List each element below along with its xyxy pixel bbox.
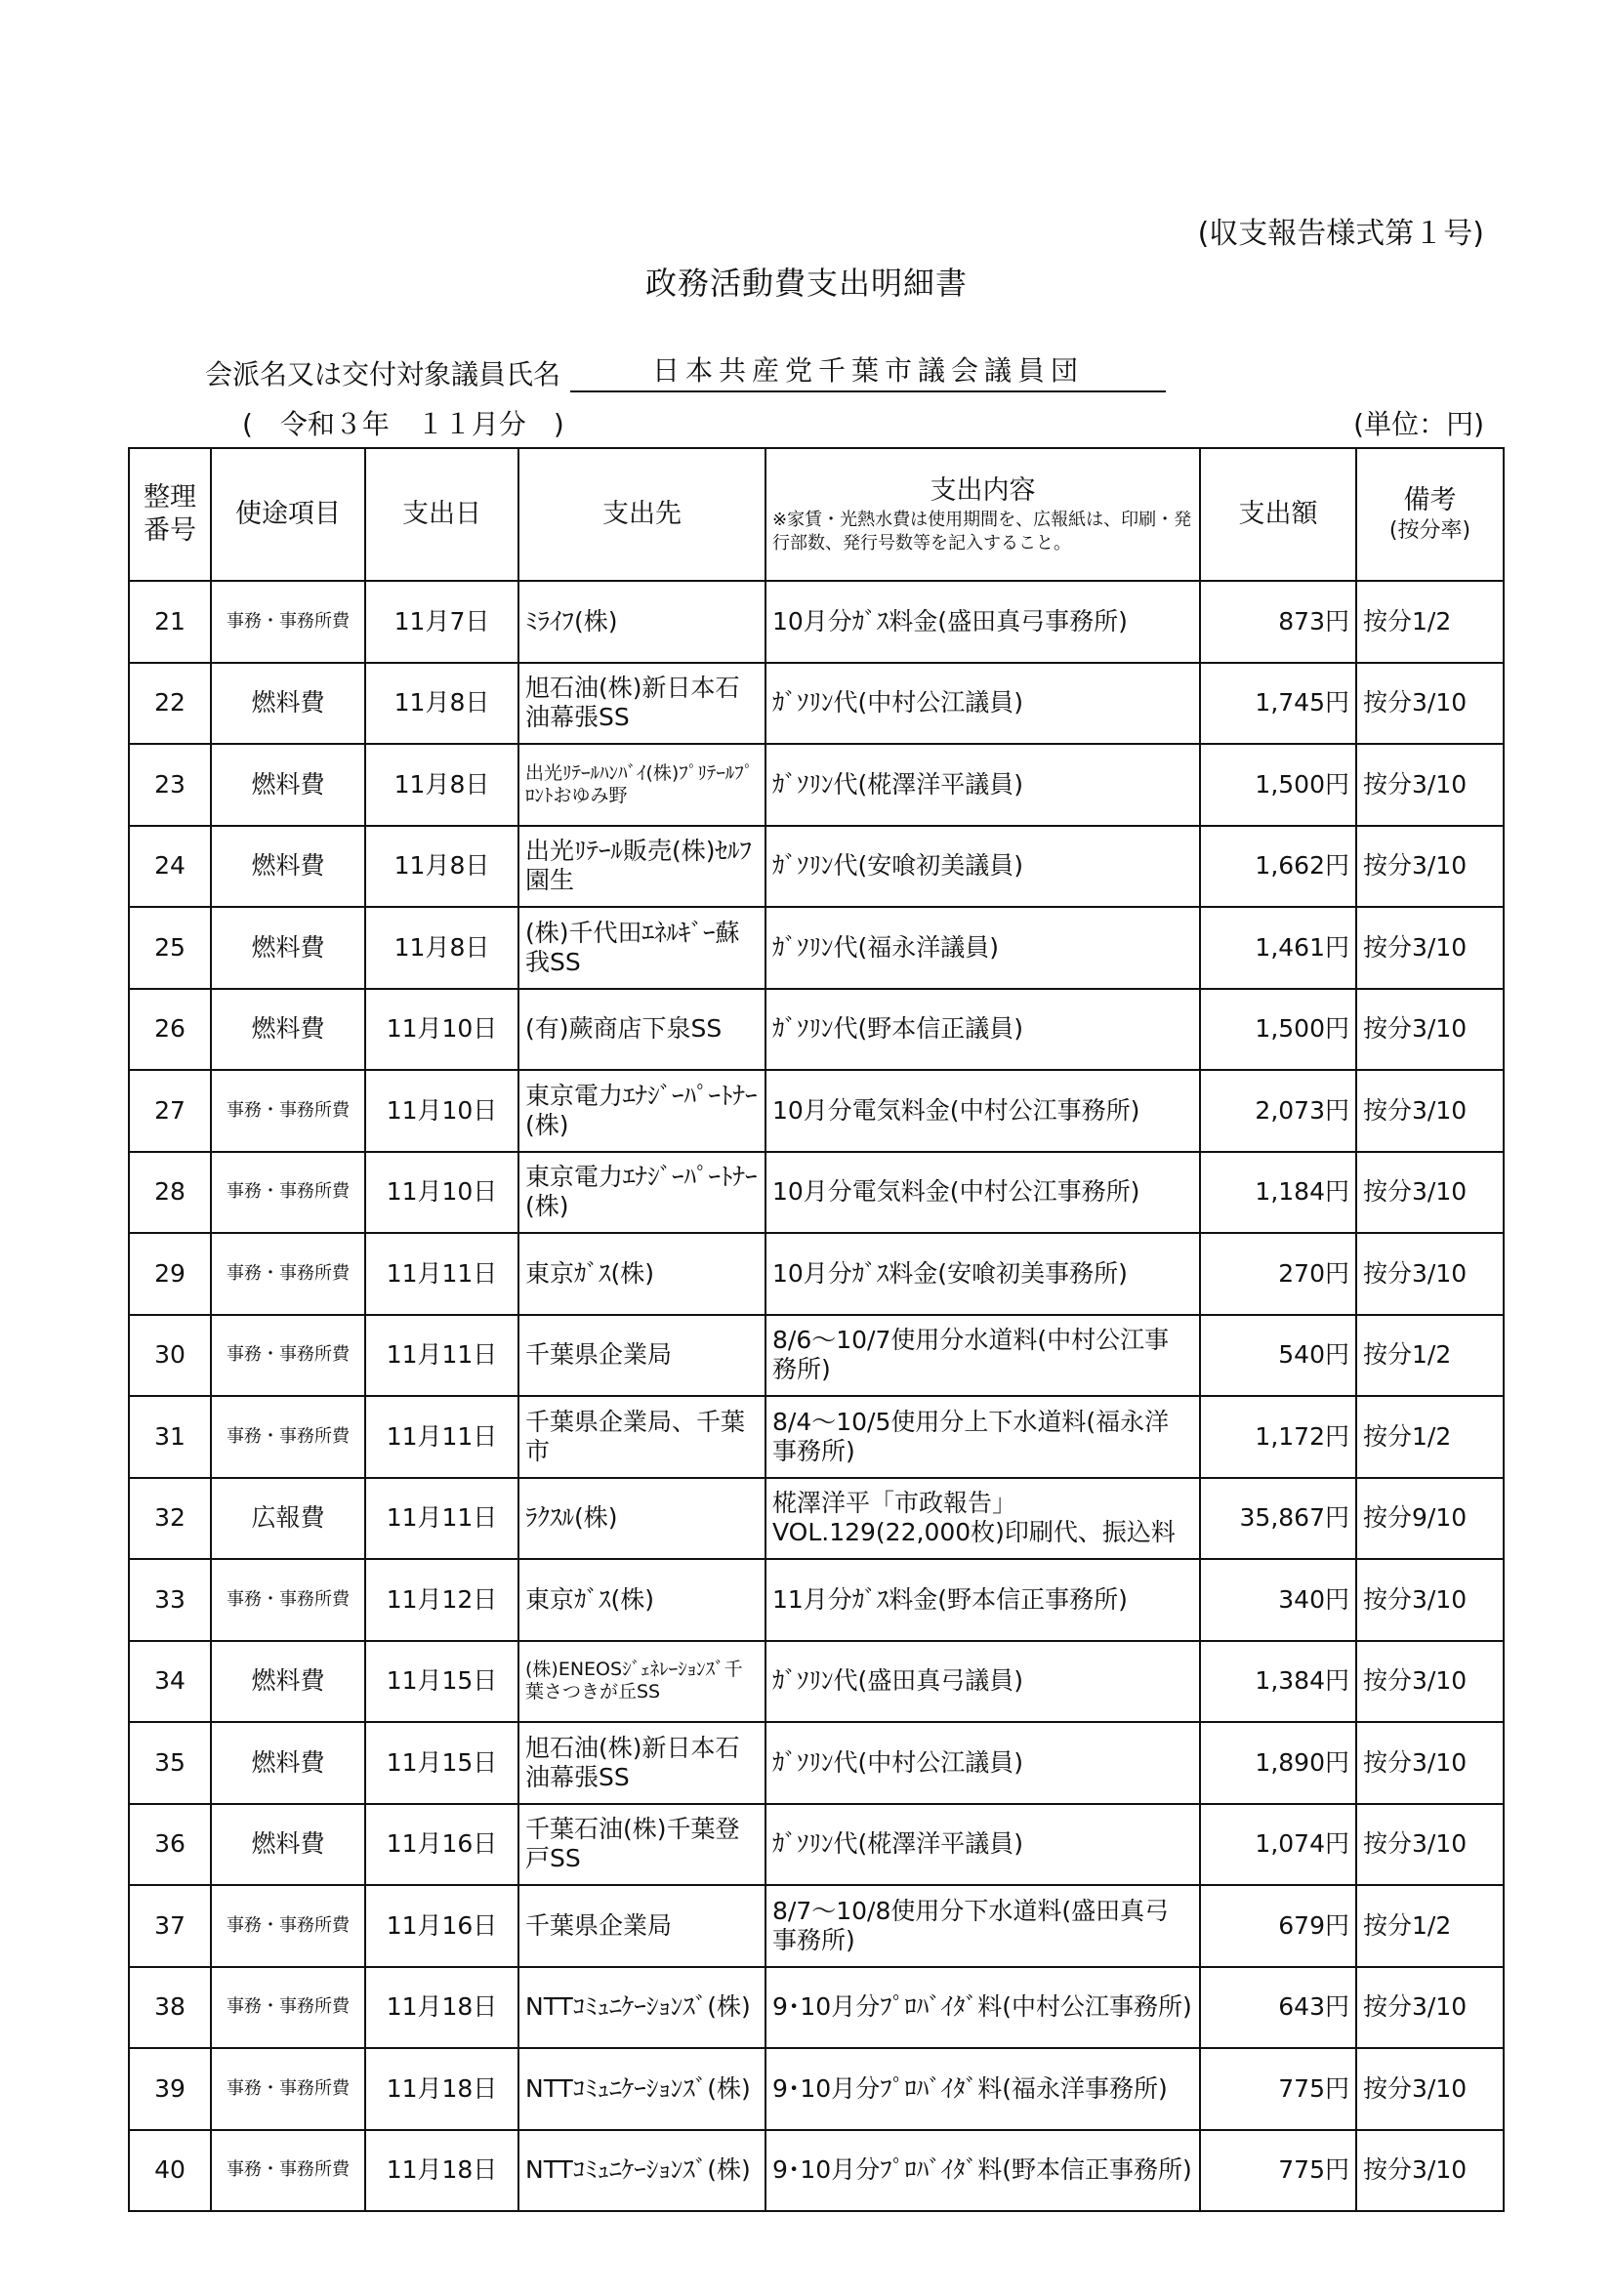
cell-no: 39 (129, 2048, 211, 2130)
cell-remarks: 按分3/10 (1356, 826, 1504, 908)
cell-remarks: 按分9/10 (1356, 1478, 1504, 1560)
cell-description: ｶﾞｿﾘﾝ代(安喰初美議員) (765, 826, 1200, 908)
cell-payee: 旭石油(株)新日本石油幕張SS (518, 663, 765, 745)
cell-date: 11月10日 (365, 1152, 518, 1234)
cell-payee: NTTｺﾐｭﾆｹｰｼｮﾝｽﾞ(株) (518, 2048, 765, 2130)
cell-description: ｶﾞｿﾘﾝ代(椛澤洋平議員) (765, 1804, 1200, 1886)
reporting-period: ( 令和３年 １１月分 ) (242, 408, 564, 440)
cell-date: 11月18日 (365, 1967, 518, 2049)
cell-date: 11月10日 (365, 989, 518, 1071)
cell-amount: 2,073円 (1200, 1070, 1356, 1152)
cell-date: 11月7日 (365, 581, 518, 663)
cell-amount: 1,461円 (1200, 907, 1356, 989)
cell-purpose: 燃料費 (211, 744, 365, 826)
cell-payee: NTTｺﾐｭﾆｹｰｼｮﾝｽﾞ(株) (518, 2130, 765, 2212)
cell-remarks: 按分3/10 (1356, 1559, 1504, 1641)
col-header-amount: 支出額 (1200, 448, 1356, 581)
cell-payee: 旭石油(株)新日本石油幕張SS (518, 1722, 765, 1804)
cell-date: 11月12日 (365, 1559, 518, 1641)
table-row (129, 1070, 1504, 1152)
cell-date: 11月18日 (365, 2130, 518, 2212)
cell-date: 11月16日 (365, 1885, 518, 1967)
cell-no: 27 (129, 1070, 211, 1152)
col-header-date: 支出日 (365, 448, 518, 581)
cell-remarks: 按分3/10 (1356, 907, 1504, 989)
cell-remarks: 按分3/10 (1356, 2130, 1504, 2212)
cell-payee: (株)ENEOSｼﾞｪﾈﾚｰｼｮﾝｽﾞ千葉さつきが丘SS (518, 1641, 765, 1723)
cell-description: ｶﾞｿﾘﾝ代(椛澤洋平議員) (765, 744, 1200, 826)
cell-purpose: 事務・事務所費 (211, 1152, 365, 1234)
cell-description: 8/6～10/7使用分水道料(中村公江事務所) (765, 1315, 1200, 1397)
cell-payee: 千葉県企業局、千葉市 (518, 1396, 765, 1478)
cell-description: ｶﾞｿﾘﾝ代(盛田真弓議員) (765, 1641, 1200, 1723)
cell-purpose: 事務・事務所費 (211, 2048, 365, 2130)
cell-remarks: 按分3/10 (1356, 1641, 1504, 1723)
cell-amount: 1,662円 (1200, 826, 1356, 908)
cell-description: 8/4～10/5使用分上下水道料(福永洋事務所) (765, 1396, 1200, 1478)
cell-purpose: 事務・事務所費 (211, 1396, 365, 1478)
cell-date: 11月11日 (365, 1233, 518, 1315)
cell-remarks: 按分3/10 (1356, 1804, 1504, 1886)
table-row (129, 2048, 1504, 2130)
table-row (129, 1885, 1504, 1967)
cell-purpose: 事務・事務所費 (211, 1315, 365, 1397)
cell-date: 11月11日 (365, 1396, 518, 1478)
cell-amount: 1,384円 (1200, 1641, 1356, 1723)
cell-remarks: 按分3/10 (1356, 2048, 1504, 2130)
cell-amount: 1,890円 (1200, 1722, 1356, 1804)
cell-description: 10月分電気料金(中村公江事務所) (765, 1070, 1200, 1152)
cell-purpose: 事務・事務所費 (211, 1559, 365, 1641)
table-row (129, 1152, 1504, 1234)
table-row (129, 1233, 1504, 1315)
cell-payee: 東京ｶﾞｽ(株) (518, 1233, 765, 1315)
form-number: (収支報告様式第１号) (1197, 217, 1484, 251)
cell-date: 11月10日 (365, 1070, 518, 1152)
cell-amount: 1,500円 (1200, 744, 1356, 826)
cell-no: 34 (129, 1641, 211, 1723)
cell-amount: 873円 (1200, 581, 1356, 663)
cell-date: 11月8日 (365, 907, 518, 989)
cell-purpose: 燃料費 (211, 1641, 365, 1723)
cell-date: 11月16日 (365, 1804, 518, 1886)
cell-description: 9･10月分ﾌﾟﾛﾊﾞｲﾀﾞ料(福永洋事務所) (765, 2048, 1200, 2130)
cell-no: 24 (129, 826, 211, 908)
cell-remarks: 按分3/10 (1356, 1967, 1504, 2049)
cell-remarks: 按分3/10 (1356, 1233, 1504, 1315)
cell-remarks: 按分1/2 (1356, 1315, 1504, 1397)
party-name: 日本共産党千葉市議会議員団 (570, 349, 1166, 392)
cell-purpose: 事務・事務所費 (211, 581, 365, 663)
cell-amount: 1,074円 (1200, 1804, 1356, 1886)
cell-amount: 775円 (1200, 2130, 1356, 2212)
cell-remarks: 按分1/2 (1356, 1396, 1504, 1478)
cell-payee: 東京ｶﾞｽ(株) (518, 1559, 765, 1641)
cell-date: 11月15日 (365, 1641, 518, 1723)
table-row (129, 663, 1504, 745)
cell-no: 37 (129, 1885, 211, 1967)
cell-no: 33 (129, 1559, 211, 1641)
cell-no: 30 (129, 1315, 211, 1397)
cell-description: ｶﾞｿﾘﾝ代(福永洋議員) (765, 907, 1200, 989)
cell-description: 10月分電気料金(中村公江事務所) (765, 1152, 1200, 1234)
cell-purpose: 事務・事務所費 (211, 1233, 365, 1315)
cell-description: 10月分ｶﾞｽ料金(安喰初美事務所) (765, 1233, 1200, 1315)
cell-date: 11月11日 (365, 1315, 518, 1397)
table-row (129, 1722, 1504, 1804)
table-row (129, 1396, 1504, 1478)
cell-amount: 1,172円 (1200, 1396, 1356, 1478)
cell-remarks: 按分3/10 (1356, 663, 1504, 745)
cell-remarks: 按分1/2 (1356, 1885, 1504, 1967)
cell-purpose: 事務・事務所費 (211, 1967, 365, 2049)
cell-payee: 千葉石油(株)千葉登戸SS (518, 1804, 765, 1886)
cell-no: 29 (129, 1233, 211, 1315)
expenditure-table (128, 447, 1505, 2212)
cell-date: 11月8日 (365, 663, 518, 745)
cell-no: 36 (129, 1804, 211, 1886)
cell-purpose: 燃料費 (211, 1722, 365, 1804)
cell-payee: 東京電力ｴﾅｼﾞｰﾊﾟｰﾄﾅｰ(株) (518, 1070, 765, 1152)
cell-amount: 340円 (1200, 1559, 1356, 1641)
table-row (129, 744, 1504, 826)
cell-no: 40 (129, 2130, 211, 2212)
cell-no: 26 (129, 989, 211, 1071)
col-header-content-note: ※家賃・光熱水費は使用期間を、広報紙は、印刷・発行部数、発行号数等を記入すること。 (772, 510, 1192, 554)
cell-purpose: 燃料費 (211, 826, 365, 908)
cell-description: 9･10月分ﾌﾟﾛﾊﾞｲﾀﾞ料(野本信正事務所) (765, 2130, 1200, 2212)
col-header-remarks: 備考 (按分率) (1356, 448, 1504, 581)
cell-description: 11月分ｶﾞｽ料金(野本信正事務所) (765, 1559, 1200, 1641)
cell-payee: 東京電力ｴﾅｼﾞｰﾊﾟｰﾄﾅｰ(株) (518, 1152, 765, 1234)
cell-payee: 千葉県企業局 (518, 1885, 765, 1967)
table-header-row (129, 448, 1504, 581)
cell-purpose: 事務・事務所費 (211, 2130, 365, 2212)
cell-amount: 679円 (1200, 1885, 1356, 1967)
table-row (129, 1967, 1504, 2049)
cell-payee: 出光ﾘﾃｰﾙﾊﾝﾊﾞｲ(株)ﾌﾟﾘﾃｰﾙﾌﾟﾛﾝﾄおゆみ野 (518, 744, 765, 826)
cell-description: 8/7～10/8使用分下水道料(盛田真弓事務所) (765, 1885, 1200, 1967)
cell-purpose: 事務・事務所費 (211, 1070, 365, 1152)
cell-no: 22 (129, 663, 211, 745)
unit-label: (単位：円) (1353, 408, 1484, 440)
cell-remarks: 按分3/10 (1356, 1070, 1504, 1152)
cell-amount: 643円 (1200, 1967, 1356, 2049)
cell-amount: 35,867円 (1200, 1478, 1356, 1560)
cell-remarks: 按分1/2 (1356, 581, 1504, 663)
cell-no: 32 (129, 1478, 211, 1560)
col-header-content-title: 支出内容 (930, 474, 1036, 506)
cell-purpose: 燃料費 (211, 1804, 365, 1886)
table-row (129, 2130, 1504, 2212)
col-header-purpose: 使途項目 (211, 448, 365, 581)
table-row (129, 1315, 1504, 1397)
party-label: 会派名又は交付対象議員氏名 (205, 358, 561, 390)
page-title: 政務活動費支出明細書 (644, 265, 968, 302)
col-header-content (765, 448, 1200, 581)
cell-purpose: 広報費 (211, 1478, 365, 1560)
cell-payee: (株)千代田ｴﾈﾙｷﾞｰ蘇我SS (518, 907, 765, 989)
cell-purpose: 燃料費 (211, 989, 365, 1071)
cell-no: 28 (129, 1152, 211, 1234)
table-row (129, 1559, 1504, 1641)
cell-no: 25 (129, 907, 211, 989)
cell-date: 11月15日 (365, 1722, 518, 1804)
cell-date: 11月11日 (365, 1478, 518, 1560)
cell-payee: ﾐﾗｲﾌ(株) (518, 581, 765, 663)
cell-amount: 1,500円 (1200, 989, 1356, 1071)
cell-payee: (有)蕨商店下泉SS (518, 989, 765, 1071)
col-header-no: 整理 番号 (129, 448, 211, 581)
cell-payee: ﾗｸｽﾙ(株) (518, 1478, 765, 1560)
cell-date: 11月8日 (365, 744, 518, 826)
cell-date: 11月8日 (365, 826, 518, 908)
cell-amount: 775円 (1200, 2048, 1356, 2130)
cell-amount: 540円 (1200, 1315, 1356, 1397)
cell-amount: 270円 (1200, 1233, 1356, 1315)
cell-description: 10月分ｶﾞｽ料金(盛田真弓事務所) (765, 581, 1200, 663)
cell-description: ｶﾞｿﾘﾝ代(野本信正議員) (765, 989, 1200, 1071)
cell-no: 31 (129, 1396, 211, 1478)
cell-payee: 千葉県企業局 (518, 1315, 765, 1397)
cell-description: ｶﾞｿﾘﾝ代(中村公江議員) (765, 663, 1200, 745)
party-line (205, 349, 1166, 392)
table-row (129, 581, 1504, 663)
cell-no: 35 (129, 1722, 211, 1804)
col-header-payee: 支出先 (518, 448, 765, 581)
cell-no: 21 (129, 581, 211, 663)
cell-remarks: 按分3/10 (1356, 1722, 1504, 1804)
cell-amount: 1,184円 (1200, 1152, 1356, 1234)
cell-description: ｶﾞｿﾘﾝ代(中村公江議員) (765, 1722, 1200, 1804)
table-row (129, 1804, 1504, 1886)
cell-remarks: 按分3/10 (1356, 1152, 1504, 1234)
cell-purpose: 事務・事務所費 (211, 1885, 365, 1967)
table-row (129, 1641, 1504, 1723)
cell-no: 38 (129, 1967, 211, 2049)
cell-no: 23 (129, 744, 211, 826)
cell-payee: 出光ﾘﾃｰﾙ販売(株)ｾﾙﾌ園生 (518, 826, 765, 908)
cell-description: 椛澤洋平「市政報告」VOL.129(22,000枚)印刷代、振込料 (765, 1478, 1200, 1560)
cell-payee: NTTｺﾐｭﾆｹｰｼｮﾝｽﾞ(株) (518, 1967, 765, 2049)
cell-purpose: 燃料費 (211, 663, 365, 745)
table-row (129, 907, 1504, 989)
cell-remarks: 按分3/10 (1356, 989, 1504, 1071)
table-row (129, 989, 1504, 1071)
cell-description: 9･10月分ﾌﾟﾛﾊﾞｲﾀﾞ料(中村公江事務所) (765, 1967, 1200, 2049)
table-row (129, 826, 1504, 908)
cell-amount: 1,745円 (1200, 663, 1356, 745)
table-row (129, 1478, 1504, 1560)
cell-date: 11月18日 (365, 2048, 518, 2130)
cell-purpose: 燃料費 (211, 907, 365, 989)
cell-remarks: 按分3/10 (1356, 744, 1504, 826)
